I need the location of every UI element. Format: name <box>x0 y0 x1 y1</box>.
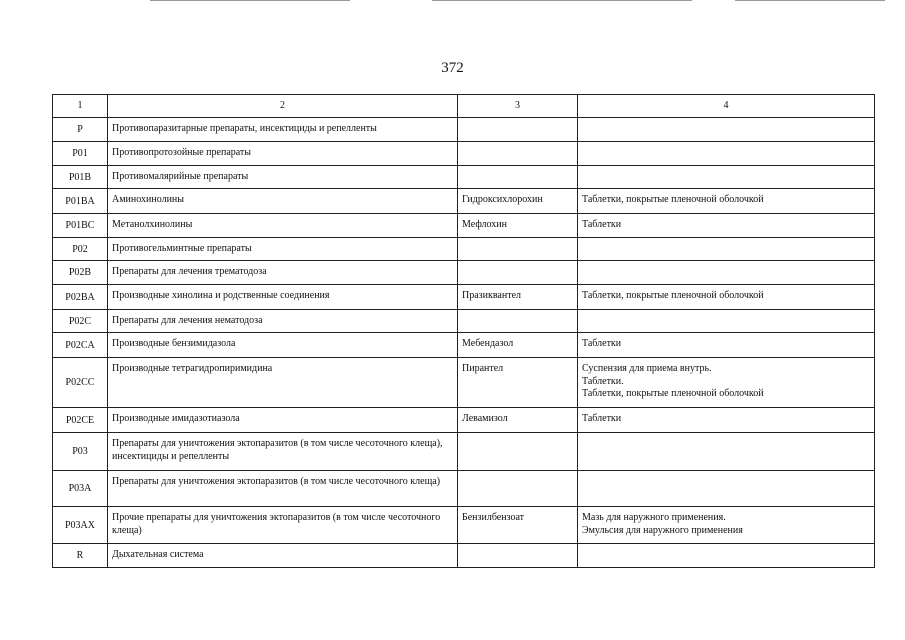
dosage-form: Таблетки, покрытые пленочной оболочкой <box>582 194 764 205</box>
group-cell: Препараты для уничтожения эктопаразитов (в том числе чесоточного клеща) <box>108 471 458 507</box>
atc-code: P02CE <box>65 414 95 426</box>
atc-code: P03AX <box>64 519 95 531</box>
dosage-form: Таблетки, покрытые пленочной оболочкой <box>582 290 764 301</box>
atc-code: P02C <box>68 315 92 327</box>
group-cell: Противопротозойные препараты <box>108 142 458 166</box>
atc-code: P <box>77 124 83 136</box>
code-cell <box>53 471 108 507</box>
forms-cell <box>578 285 875 310</box>
forms-cell <box>578 408 875 433</box>
code-cell <box>53 358 108 408</box>
atc-table <box>52 94 875 568</box>
table-row <box>53 471 875 507</box>
group-cell: Противогельминтные препараты <box>108 238 458 261</box>
drug-cell <box>458 310 578 333</box>
table-row <box>53 142 875 166</box>
table-row <box>53 408 875 433</box>
column-header-forms: 4 <box>578 95 875 118</box>
code-cell <box>53 310 108 333</box>
table-row <box>53 189 875 214</box>
atc-code: P01 <box>72 148 88 160</box>
dosage-form: Эмульсия для наружного применения <box>582 524 743 536</box>
forms-cell <box>578 507 875 544</box>
table-body <box>53 118 875 568</box>
drug-cell: Левамизол <box>458 408 578 433</box>
drug-cell <box>458 544 578 568</box>
forms-cell <box>578 142 875 166</box>
table-row <box>53 214 875 238</box>
drug-cell <box>458 142 578 166</box>
table-row <box>53 285 875 310</box>
atc-code: P02B <box>68 267 92 279</box>
forms-cell <box>578 118 875 142</box>
code-cell <box>53 214 108 238</box>
forms-cell <box>578 544 875 568</box>
code-cell <box>53 189 108 214</box>
group-cell: Производные имидазотиазола <box>108 408 458 433</box>
table-row <box>53 544 875 568</box>
code-cell <box>53 166 108 189</box>
table-row <box>53 166 875 189</box>
table-row <box>53 118 875 142</box>
dosage-form: Таблетки <box>582 338 622 349</box>
drug-cell <box>458 471 578 507</box>
dosage-form: Таблетки, покрытые пленочной оболочкой <box>582 388 764 399</box>
atc-code: P01BA <box>65 195 95 207</box>
drug-cell: Пирантел <box>458 358 578 408</box>
group-cell: Прочие препараты для уничтожения эктопаразитов (в том числе чесоточного клеща) <box>108 507 458 544</box>
code-cell <box>53 261 108 285</box>
drug-cell <box>458 166 578 189</box>
forms-cell <box>578 261 875 285</box>
drug-cell: Мефлохин <box>458 214 578 238</box>
scan-edge-line-right <box>735 0 885 1</box>
dosage-form: Мазь для наружного применения. <box>582 512 726 523</box>
drug-cell: Гидроксихлорохин <box>458 189 578 214</box>
atc-code: P02CC <box>65 377 95 389</box>
table-row <box>53 358 875 408</box>
group-cell: Метанолхинолины <box>108 214 458 238</box>
table-row <box>53 333 875 358</box>
group-cell: Производные бензимидазола <box>108 333 458 358</box>
code-cell <box>53 433 108 471</box>
group-cell: Аминохинолины <box>108 189 458 214</box>
code-cell <box>53 544 108 568</box>
forms-cell <box>578 166 875 189</box>
table-header-row <box>53 95 875 118</box>
table-row <box>53 433 875 471</box>
drug-cell <box>458 118 578 142</box>
forms-cell <box>578 333 875 358</box>
column-header-group: 2 <box>108 95 458 118</box>
forms-cell <box>578 189 875 214</box>
page-number: 372 <box>441 60 464 76</box>
forms-cell <box>578 433 875 471</box>
group-cell: Препараты для лечения нематодоза <box>108 310 458 333</box>
drug-cell <box>458 238 578 261</box>
table-row <box>53 507 875 544</box>
code-cell <box>53 238 108 261</box>
group-cell: Противопаразитарные препараты, инсектициды и репелленты <box>108 118 458 142</box>
scan-edge-line-left <box>150 0 350 1</box>
atc-code: P02CA <box>65 339 95 351</box>
group-cell: Производные хинолина и родственные соединения <box>108 285 458 310</box>
dosage-form: Таблетки <box>582 413 622 424</box>
group-cell: Препараты для уничтожения эктопаразитов (в том числе чесоточного клеща), инсектициды и репелленты <box>108 433 458 471</box>
drug-cell <box>458 433 578 471</box>
drug-cell <box>458 261 578 285</box>
table-row <box>53 261 875 285</box>
forms-cell <box>578 310 875 333</box>
drug-cell: Празиквантел <box>458 285 578 310</box>
group-cell: Противомалярийные препараты <box>108 166 458 189</box>
code-cell <box>53 285 108 310</box>
dosage-form: Таблетки. <box>582 375 624 387</box>
column-header-drug: 3 <box>458 95 578 118</box>
forms-cell <box>578 471 875 507</box>
atc-code: P01B <box>68 171 92 183</box>
code-cell <box>53 142 108 166</box>
column-header-code: 1 <box>53 95 108 118</box>
atc-code: P03A <box>68 483 92 495</box>
group-cell: Дыхательная система <box>108 544 458 568</box>
forms-cell <box>578 214 875 238</box>
atc-code: R <box>76 550 84 562</box>
atc-code: P02BA <box>65 291 95 303</box>
atc-code: P02 <box>72 243 88 255</box>
code-cell <box>53 333 108 358</box>
drug-cell: Бензилбензоат <box>458 507 578 544</box>
scan-edge-line-center <box>432 0 692 1</box>
forms-cell <box>578 238 875 261</box>
dosage-form: Таблетки <box>582 219 622 230</box>
forms-cell <box>578 358 875 408</box>
atc-code: P03 <box>72 446 88 458</box>
group-cell: Препараты для лечения трематодоза <box>108 261 458 285</box>
atc-code: P01BC <box>65 220 95 232</box>
table-row <box>53 310 875 333</box>
dosage-form: Суспензия для приема внутрь. <box>582 363 712 374</box>
drug-cell: Мебендазол <box>458 333 578 358</box>
group-cell: Производные тетрагидропиримидина <box>108 358 458 408</box>
table-row <box>53 238 875 261</box>
code-cell <box>53 507 108 544</box>
code-cell <box>53 118 108 142</box>
code-cell <box>53 408 108 433</box>
